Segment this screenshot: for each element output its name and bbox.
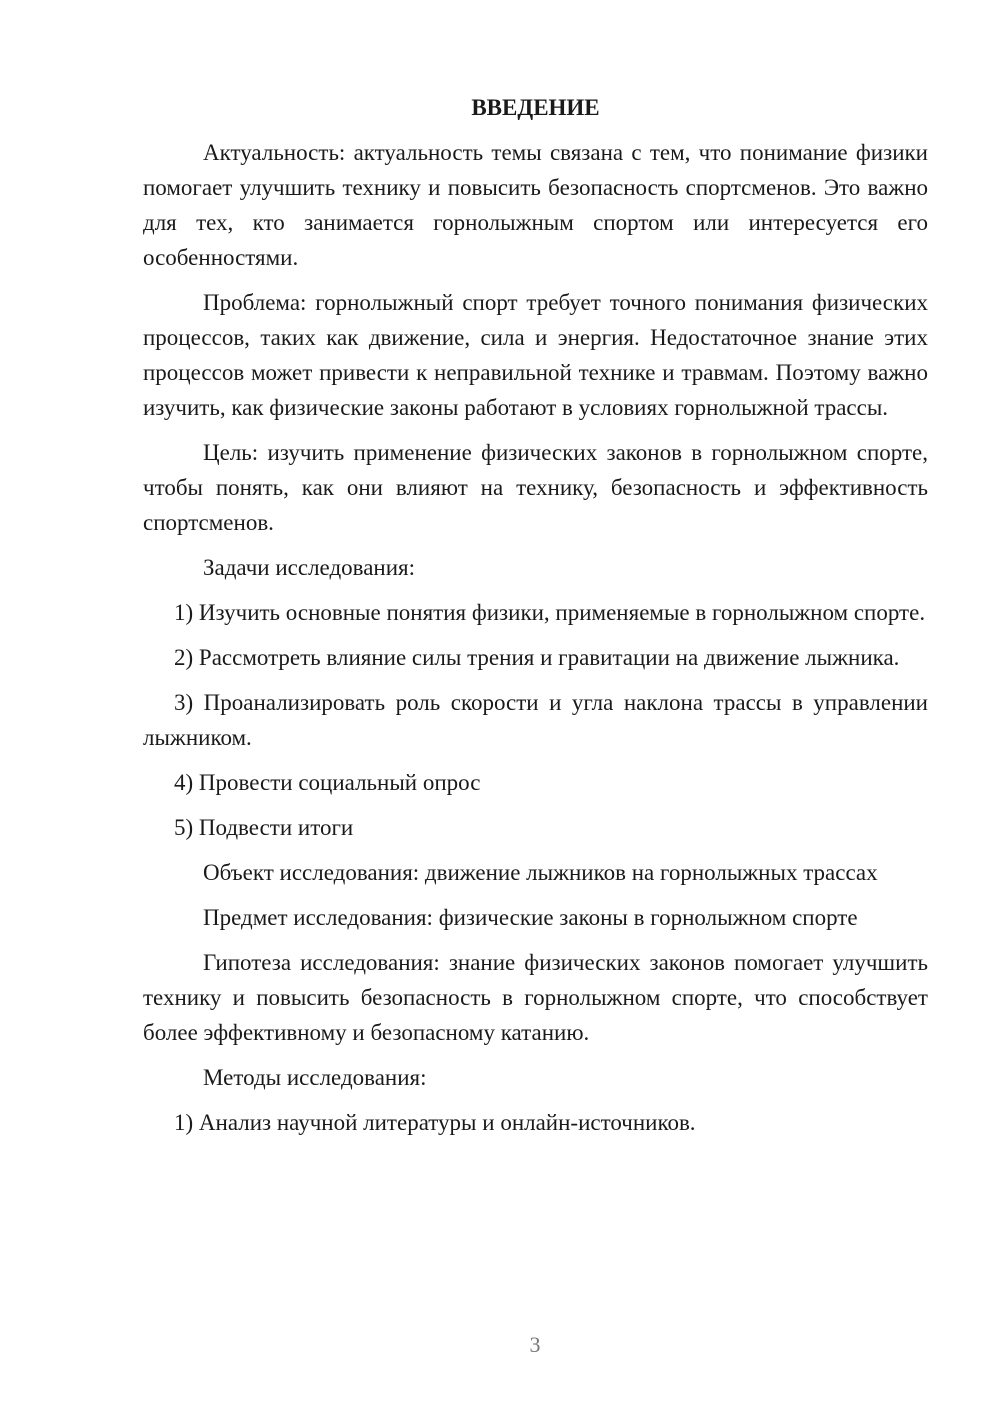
task-item: 5) Подвести итоги: [174, 815, 354, 840]
paragraph-hypothesis: Гипотеза исследования: знание физических законов помогает улучшить технику и повысить безопасность в горнолыжном спорте, что способствует более эффективному и безопасному катанию.: [143, 950, 928, 1045]
task-item: 1) Изучить основные понятия физики, применяемые в горнолыжном спорте.: [174, 600, 926, 625]
page-number: 3: [529, 1332, 541, 1357]
paragraph-subject: Предмет исследования: физические законы в горнолыжном спорте: [203, 905, 858, 930]
method-item: 1) Анализ научной литературы и онлайн-источников.: [174, 1110, 696, 1135]
paragraph-goal: Цель: изучить применение физических законов в горнолыжном спорте, чтобы понять, как они влияют на технику, безопасность и эффективность спортсменов.: [143, 440, 928, 535]
task-item: 4) Провести социальный опрос: [174, 770, 481, 795]
document-page: [143, 90, 928, 1140]
paragraph-methods-heading: Методы исследования:: [203, 1065, 427, 1090]
section-heading: ВВЕДЕНИЕ: [471, 95, 600, 120]
paragraph-problem: Проблема: горнолыжный спорт требует точного понимания физических процессов, таких как движение, сила и энергия. Недостаточное знание этих процессов может привести к неправильной технике и травмам. Поэтому важно изучить, как физические законы работают в условиях горнолыжной трассы.: [143, 290, 928, 420]
paragraph-relevance: Актуальность: актуальность темы связана с тем, что понимание физики помогает улучшить технику и повысить безопасность спортсменов. Это важно для тех, кто занимается горнолыжным спортом или интересуется его особенностями.: [143, 140, 928, 270]
task-item: 3) Проанализировать роль скорости и угла наклона трассы в управлении лыжником.: [143, 690, 928, 750]
task-item: 2) Рассмотреть влияние силы трения и гравитации на движение лыжника.: [174, 645, 900, 670]
paragraph-object: Объект исследования: движение лыжников на горнолыжных трассах: [203, 860, 878, 885]
paragraph-tasks-heading: Задачи исследования:: [203, 555, 416, 580]
